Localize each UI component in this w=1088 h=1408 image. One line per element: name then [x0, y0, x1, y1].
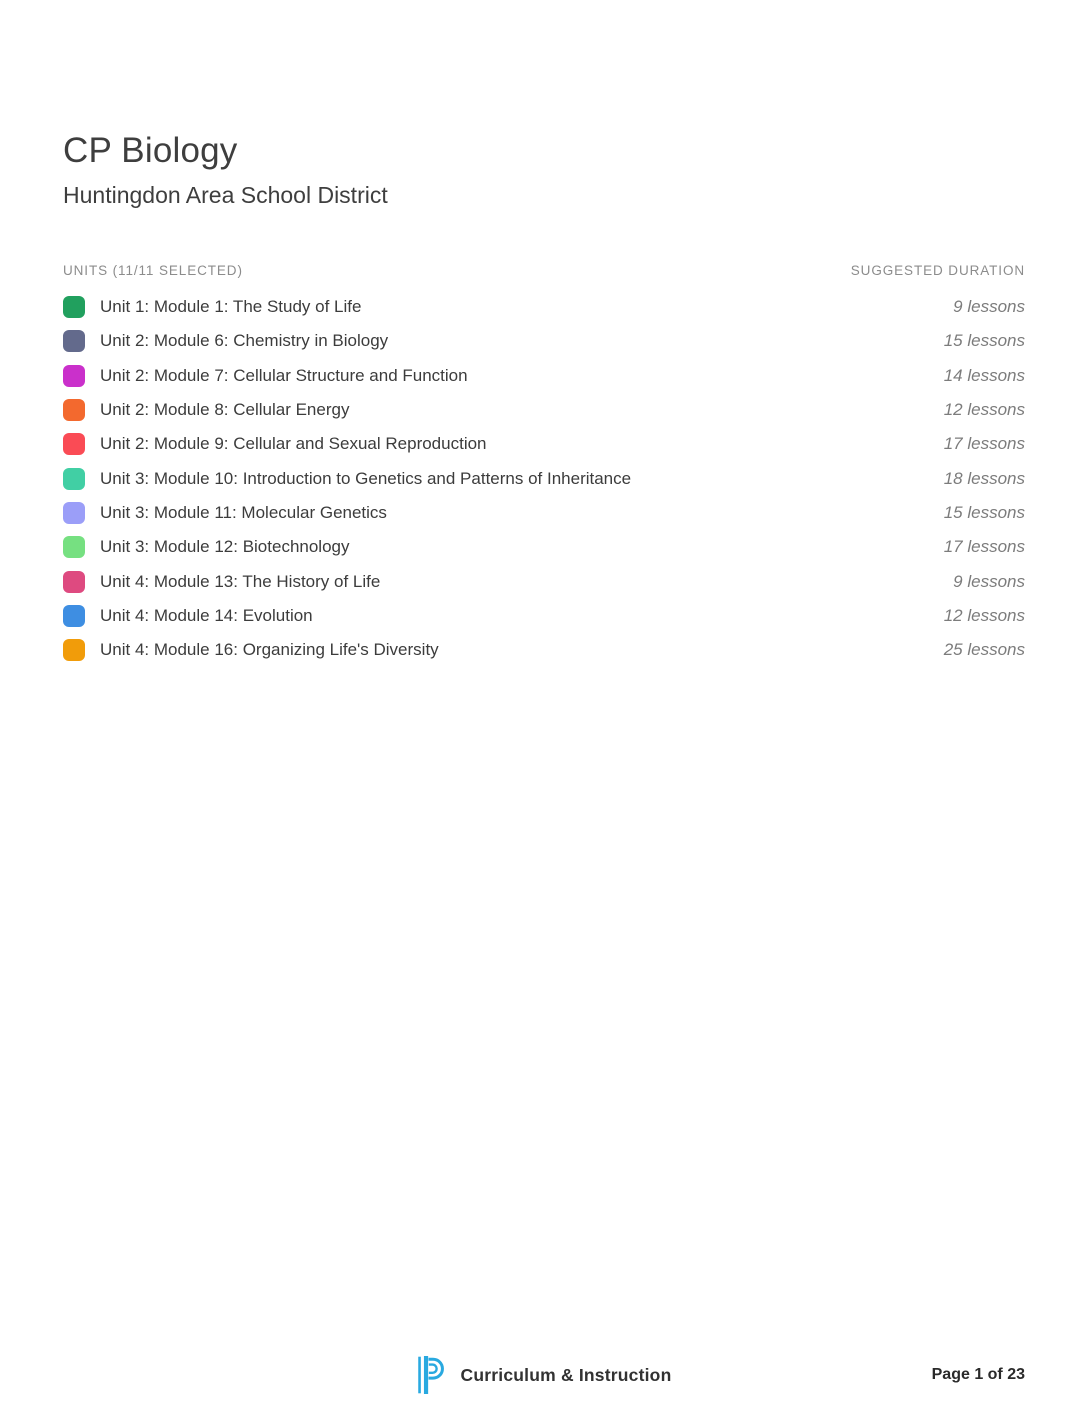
unit-label: Unit 2: Module 9: Cellular and Sexual Reproduction — [100, 434, 487, 454]
unit-duration: 12 lessons — [943, 605, 1025, 625]
unit-duration: 17 lessons — [943, 434, 1025, 454]
units-count-header: UNITS (11/11 SELECTED) — [63, 263, 243, 278]
unit-duration: 9 lessons — [953, 297, 1025, 317]
unit-duration: 9 lessons — [953, 571, 1025, 591]
unit-label: Unit 2: Module 7: Cellular Structure and Function — [100, 365, 468, 385]
unit-color-swatch — [63, 639, 85, 661]
unit-row — [63, 324, 1025, 358]
unit-row — [63, 359, 1025, 393]
unit-duration: 12 lessons — [943, 400, 1025, 420]
page-footer — [63, 1352, 1025, 1398]
powerschool-p-logo-icon — [417, 1356, 451, 1394]
unit-duration: 17 lessons — [943, 537, 1025, 557]
unit-label: Unit 1: Module 1: The Study of Life — [100, 297, 362, 317]
unit-row — [63, 633, 1025, 667]
unit-duration: 14 lessons — [943, 365, 1025, 385]
page-title: CP Biology — [63, 131, 238, 170]
unit-row — [63, 393, 1025, 427]
unit-row — [63, 530, 1025, 564]
brand-mark — [417, 1356, 672, 1394]
suggested-duration-header: SUGGESTED DURATION — [850, 263, 1025, 278]
unit-label: Unit 3: Module 10: Introduction to Genetics and Patterns of Inheritance — [100, 468, 632, 488]
page-indicator: Page 1 of 23 — [931, 1366, 1025, 1383]
unit-color-swatch — [63, 468, 85, 490]
brand-text: Curriculum & Instruction — [460, 1364, 672, 1385]
unit-duration: 18 lessons — [943, 468, 1025, 488]
unit-label: Unit 4: Module 16: Organizing Life's Diversity — [100, 640, 439, 660]
unit-color-swatch — [63, 571, 85, 593]
unit-row — [63, 461, 1025, 495]
unit-label: Unit 3: Module 12: Biotechnology — [100, 537, 350, 557]
unit-color-swatch — [63, 296, 85, 318]
unit-label: Unit 2: Module 8: Cellular Energy — [100, 400, 350, 420]
unit-label: Unit 2: Module 6: Chemistry in Biology — [100, 331, 389, 351]
unit-row — [63, 564, 1025, 598]
unit-row — [63, 290, 1025, 324]
unit-color-swatch — [63, 330, 85, 352]
unit-label: Unit 4: Module 13: The History of Life — [100, 571, 381, 591]
unit-row — [63, 599, 1025, 633]
unit-row — [63, 496, 1025, 530]
unit-duration: 25 lessons — [943, 640, 1025, 660]
unit-color-swatch — [63, 365, 85, 387]
units-table-header — [63, 263, 1025, 278]
unit-color-swatch — [63, 536, 85, 558]
unit-row — [63, 427, 1025, 461]
unit-label: Unit 3: Module 11: Molecular Genetics — [100, 502, 387, 522]
unit-color-swatch — [63, 433, 85, 455]
unit-duration: 15 lessons — [943, 331, 1025, 351]
unit-color-swatch — [63, 605, 85, 627]
unit-duration: 15 lessons — [943, 502, 1025, 522]
units-list — [63, 290, 1025, 667]
page-subtitle: Huntingdon Area School District — [63, 182, 388, 208]
document-page — [63, 0, 1025, 667]
unit-color-swatch — [63, 502, 85, 524]
unit-color-swatch — [63, 399, 85, 421]
unit-label: Unit 4: Module 14: Evolution — [100, 605, 313, 625]
